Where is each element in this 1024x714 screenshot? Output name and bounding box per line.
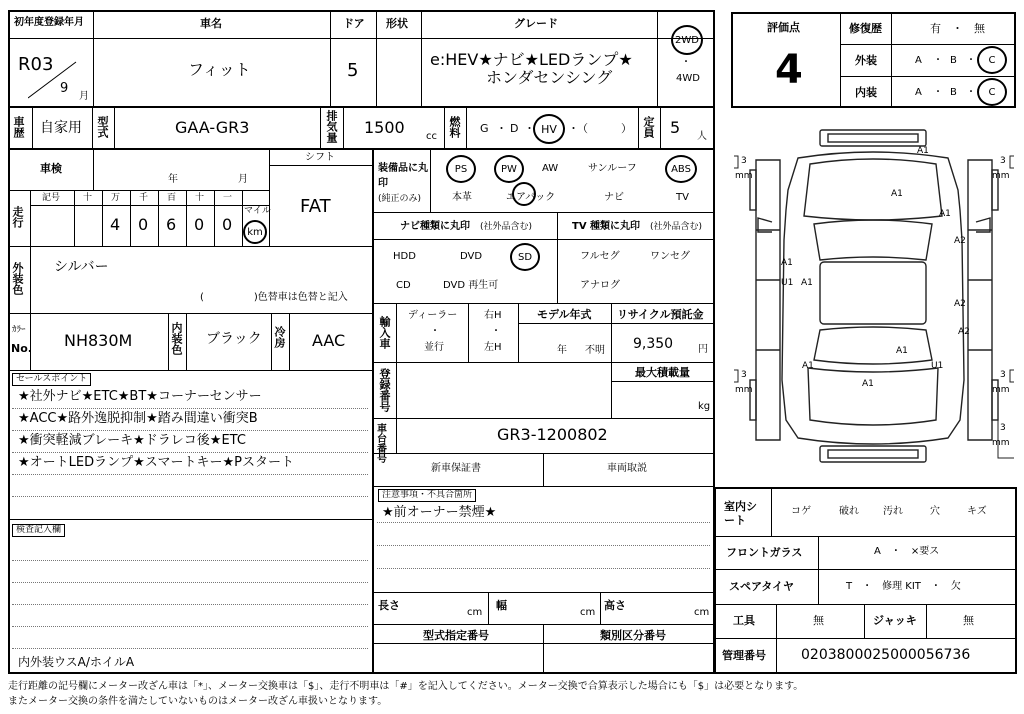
diagram-side-unit: mm (992, 438, 1010, 448)
model-year-label: モデル年式 (537, 308, 592, 321)
diagram-side-num: 3 (741, 370, 747, 380)
first-reg-month: 9 (60, 81, 69, 96)
import-right: 右H (484, 310, 502, 321)
displacement-value: 1500 (364, 118, 405, 137)
navi-sd-circle (510, 243, 540, 271)
car-name-label: 車名 (200, 17, 222, 30)
interior-item: コゲ (791, 506, 811, 517)
equip-airbag: エアバック (506, 192, 556, 203)
capacity-value: 5 (670, 118, 681, 137)
width-label: 幅 (496, 599, 507, 612)
exterior-dot-2: ・ (966, 55, 976, 66)
equip-sunroof: サンルーフ (588, 163, 637, 174)
doors-value: 5 (347, 60, 359, 81)
inspection-year-unit: 年 (168, 174, 178, 185)
navi-cd: CD (396, 280, 411, 291)
shift-value: FAT (300, 196, 331, 217)
navi-sd: SD (517, 251, 533, 263)
max-load-unit: kg (698, 401, 711, 412)
model-label: 型式 (96, 116, 109, 138)
equip-abs: ABS (671, 163, 691, 175)
diagram-side-num: 3 (1000, 370, 1006, 380)
diagram-mark-a1: A1 (896, 346, 908, 356)
mileage-digit: 6 (166, 215, 177, 234)
drive-2wd: 2WD (675, 34, 699, 46)
length-label: 長さ (378, 599, 400, 612)
tv-type-note: (社外品含む) (650, 222, 703, 232)
interior-sheet-label: 室内シート (724, 500, 757, 527)
type-number-label: 型式指定番号 (423, 629, 489, 642)
footer-line-1: 走行距離の記号欄にメーター改ざん車は「*」、メーター交換車は「$」、走行不明車は「#」を記入してください。メーター交換で合算表示した場合にも「$」は必要となります。 (8, 681, 804, 692)
tools-value: 無 (813, 614, 824, 627)
fuel-label: 燃料 (448, 116, 461, 138)
first-reg-label: 初年度登録年月 (14, 17, 84, 28)
inspection-month-unit: 月 (238, 174, 248, 185)
km-circle (243, 220, 267, 244)
model-year-unit: 年 (557, 345, 567, 356)
warranty-label: 新車保証書 (431, 463, 481, 474)
import-dot-2: ・ (491, 326, 501, 337)
score-value: 4 (775, 47, 803, 93)
max-load-label: 最大積載量 (635, 366, 690, 379)
fuel-dot-2: ・ (524, 122, 535, 135)
import-dot-1: ・ (430, 326, 440, 337)
height-label: 高さ (604, 599, 626, 612)
use-label: 車歴 (12, 116, 25, 138)
fuel-other: （ ） (577, 122, 632, 135)
equip-leather: 本革 (452, 192, 472, 203)
digit-label: 一 (223, 193, 233, 203)
recycle-unit: 円 (698, 344, 708, 355)
diagram-mark-a1: A1 (917, 146, 929, 156)
equip-ps: PS (454, 163, 468, 175)
diagram-mark-a1: A1 (862, 379, 874, 389)
interior-item: 穴 (930, 506, 940, 517)
repair-options: 有 ・ 無 (930, 22, 985, 35)
digit-label: 十 (195, 193, 205, 203)
tv-analog: アナログ (580, 280, 620, 291)
equip-aw: AW (542, 163, 559, 174)
import-label: 輸入車 (378, 316, 391, 349)
first-reg-value: R03 (18, 54, 54, 75)
spare-options: T ・ 修理 KIT ・ 欠 (846, 581, 961, 592)
doors-label: ドア (343, 17, 365, 30)
color-code-label-a: ｶﾗｰ (12, 325, 26, 335)
interior-color-value: ブラック (206, 331, 262, 347)
equip-pw: PW (501, 163, 517, 175)
navi-hdd: HDD (393, 251, 416, 262)
exterior-grade-c: C (988, 54, 996, 66)
color-code-value: NH830M (64, 331, 133, 350)
exterior-label: 外装 (855, 54, 877, 67)
jack-value: 無 (963, 614, 974, 627)
color-code-label-b: No. (11, 342, 32, 355)
equip-tv: TV (676, 192, 689, 203)
drive-dot: ・ (681, 57, 691, 68)
interior-grade-a: A (915, 87, 922, 98)
fuel-hv-circle (533, 114, 565, 144)
mile-label: マイル (244, 206, 271, 216)
grade-line1: e:HEV★ナビ★LEDランプ★ (430, 50, 633, 69)
drive-4wd: 4WD (676, 73, 700, 84)
category-number-label: 類別区分番号 (600, 629, 666, 642)
reg-slash-line (28, 60, 78, 100)
tools-label: 工具 (733, 614, 755, 627)
diagram-side-unit: mm (735, 385, 753, 395)
exterior-grade-c-circle (977, 46, 1007, 74)
exterior-dot-1: ・ (933, 55, 943, 66)
interior-grade-b: B (950, 87, 957, 98)
inspector-label: 検査記入欄 (12, 524, 65, 537)
import-left: 左H (484, 342, 502, 353)
car-name-value: フィット (188, 60, 251, 79)
recycle-value: 9,350 (633, 336, 674, 352)
sales-point-line: ★社外ナビ★ETC★BT★コーナーセンサー (18, 389, 262, 404)
diagram-side-unit: mm (992, 171, 1010, 181)
interior-grade-c: C (988, 86, 996, 98)
interior-item: 破れ (839, 506, 859, 517)
height-unit: cm (694, 607, 710, 618)
mileage-digit: 0 (194, 215, 205, 234)
ac-label: 冷房 (273, 326, 286, 348)
sales-point-line: ★ACC★路外逸脱抑制★踏み間違い衝突B (18, 411, 258, 426)
equip-navi: ナビ (604, 192, 624, 203)
displacement-unit: cc (426, 131, 437, 142)
manual-label: 車両取説 (607, 463, 647, 474)
fuel-d: D (510, 122, 519, 135)
digit-label: 百 (167, 193, 177, 203)
diagram-mark-a2: A2 (958, 327, 970, 337)
diagram-mark-u1: U1 (931, 361, 944, 371)
capacity-unit: 人 (697, 131, 707, 142)
footer-line-2: またメーター交換の条件を満たしていないものはメーター改ざん車扱いとなります。 (8, 696, 388, 707)
interior-color-label: 内装色 (170, 322, 183, 355)
color-label: 外装色 (11, 262, 24, 295)
tv-type-label: TV 種類に丸印 (572, 221, 641, 232)
equip-pw-circle (494, 155, 524, 183)
notes-label: 注意事項・不具合箇所 (378, 489, 476, 502)
inspector-bottom-line: 内外装ウスA/ホイルA (18, 655, 135, 669)
import-parallel: 並行 (424, 342, 444, 353)
mileage-digit: 0 (138, 215, 149, 234)
fuel-dot-1: ・ (496, 122, 507, 135)
registration-label: 登録番号 (378, 368, 391, 412)
equip-abs-circle (665, 155, 697, 183)
width-unit: cm (580, 607, 596, 618)
diagram-mark-a1: A1 (802, 361, 814, 371)
use-value: 自家用 (40, 120, 82, 136)
mileage-digit: 0 (222, 215, 233, 234)
diagram-side-unit: mm (735, 171, 753, 181)
shape-label: 形状 (386, 17, 408, 30)
import-dealer: ディーラー (408, 310, 458, 321)
diagram-mark-a1: A1 (801, 278, 813, 288)
diagram-mark-a2: A2 (954, 236, 966, 246)
equipment-note: (純正のみ) (378, 194, 422, 204)
diagram-side-unit: mm (992, 385, 1010, 395)
sales-point-line: ★オートLEDランプ★スマートキー★Pスタート (18, 455, 295, 470)
fuel-hv: HV (541, 122, 557, 136)
navi-type-note: (社外品含む) (480, 222, 533, 232)
navi-dvd: DVD (460, 251, 483, 262)
diagram-mark-a1: A1 (781, 258, 793, 268)
spare-label: スペアタイヤ (729, 580, 795, 593)
drive-2wd-circle (671, 25, 703, 55)
ac-value: AAC (312, 331, 346, 350)
diagram-side-num: 3 (741, 156, 747, 166)
equip-ps-circle (446, 155, 476, 183)
fuel-dot-3: ・ (568, 122, 579, 135)
km-label: km (247, 226, 263, 238)
exterior-grade-a: A (915, 55, 922, 66)
interior-item: 汚れ (883, 506, 903, 517)
diagram-mark-a2: A2 (954, 299, 966, 309)
interior-dot-2: ・ (966, 87, 976, 98)
recycle-label: リサイクル預託金 (617, 308, 704, 321)
mileage-mark-label: 記号 (42, 193, 61, 203)
shift-label: シフト (305, 152, 335, 163)
equipment-label: 装備品に丸印 (378, 163, 428, 189)
digit-label: 十 (83, 193, 93, 203)
exterior-grade-b: B (950, 55, 957, 66)
model-year-unknown: 不明 (585, 345, 605, 356)
length-unit: cm (467, 607, 483, 618)
inspection-label: 車検 (40, 162, 62, 175)
capacity-label: 定員 (642, 116, 655, 138)
diagram-side-num: 3 (1000, 156, 1006, 166)
interior-dot-1: ・ (933, 87, 943, 98)
model-value: GAA-GR3 (175, 118, 250, 137)
digit-label: 万 (111, 193, 121, 203)
chassis-value: GR3-1200802 (497, 425, 608, 444)
grade-line2: ホンダセンシング (486, 68, 613, 87)
displacement-label: 排気量 (325, 110, 338, 143)
diagram-mark-a1: A1 (939, 209, 951, 219)
color-value: シルバー (54, 259, 109, 275)
diagram-side-num: 3 (1000, 423, 1006, 433)
repair-label: 修復歴 (849, 22, 882, 35)
digit-label: 千 (139, 193, 149, 203)
diagram-mark-a1: A1 (891, 189, 903, 199)
mgmt-value: 0203800025000056736 (801, 647, 971, 663)
color-note: ( )色替車は色替と記入 (200, 292, 348, 303)
car-damage-diagram (728, 120, 1020, 480)
fuel-g: G (480, 122, 489, 135)
navi-type-label: ナビ種類に丸印 (400, 221, 470, 232)
interior-label: 内装 (855, 86, 877, 99)
interior-item: キズ (967, 506, 987, 517)
interior-grade-c-circle (977, 78, 1007, 106)
windshield-options: A ・ ×要ス (874, 546, 940, 557)
grade-label: グレード (514, 17, 558, 30)
chassis-label: 車台番号 (377, 424, 387, 465)
mileage-label: 走行 (11, 206, 24, 228)
tv-fullseg: フルセグ (580, 251, 620, 262)
jack-label: ジャッキ (873, 614, 917, 627)
diagram-mark-u1: U1 (781, 278, 794, 288)
windshield-label: フロントガラス (726, 546, 803, 559)
mgmt-label: 管理番号 (722, 649, 766, 662)
mileage-digit: 4 (110, 215, 121, 234)
tv-oneseg: ワンセグ (650, 251, 690, 262)
score-label: 評価点 (767, 21, 800, 34)
navi-dvd-play: DVD 再生可 (443, 280, 499, 291)
notes-line: ★前オーナー禁煙★ (382, 505, 497, 520)
sales-points-label: セールスポイント (12, 373, 91, 386)
first-reg-month-unit: 月 (79, 91, 89, 102)
sales-point-line: ★衝突軽減ブレーキ★ドラレコ後★ETC (18, 433, 246, 448)
